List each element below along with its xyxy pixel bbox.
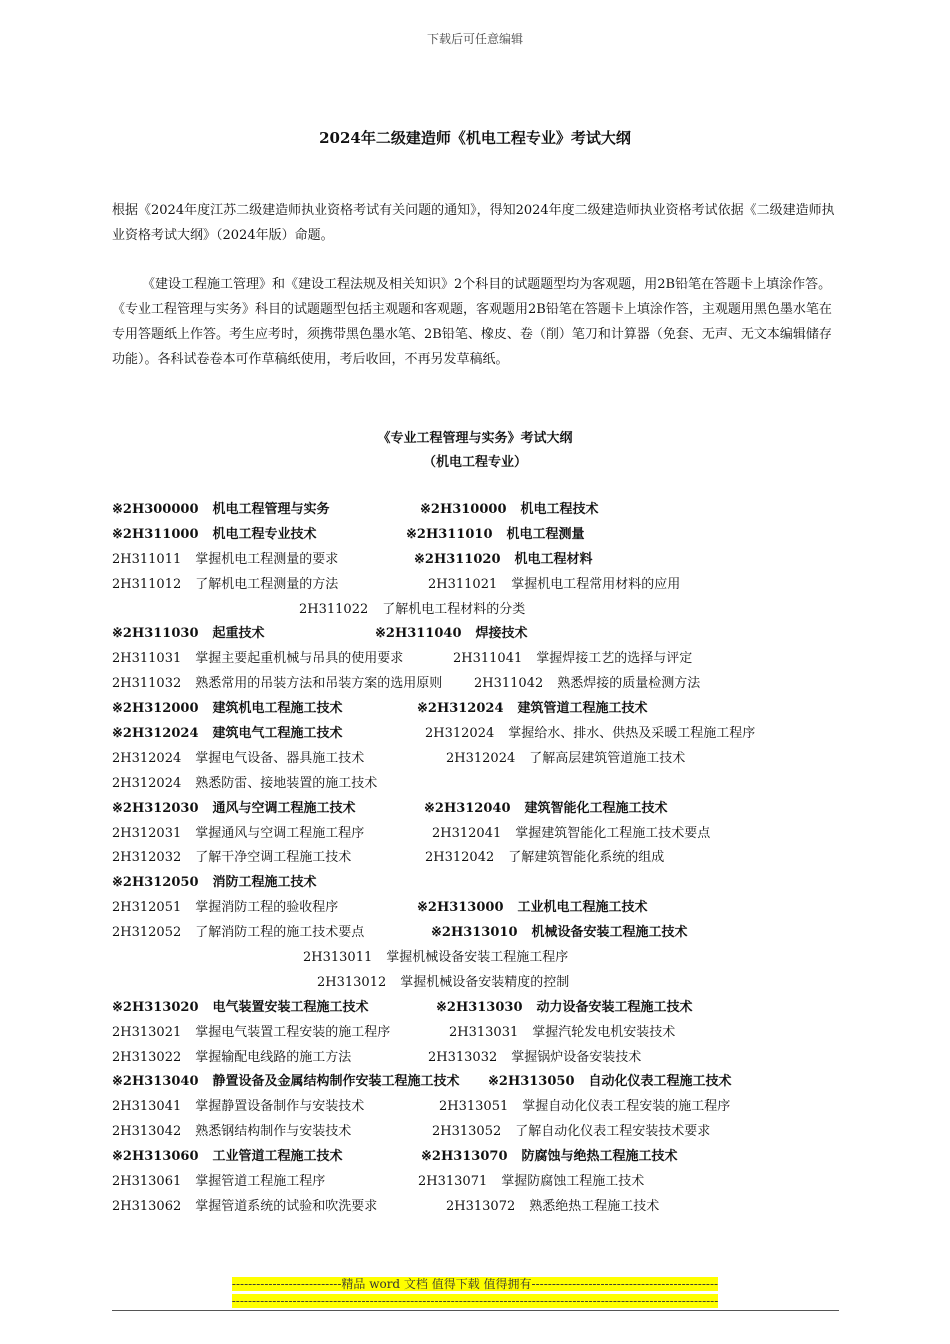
- outline-entry-code: 2H311031: [112, 651, 182, 667]
- outline-entry: [112, 1046, 351, 1071]
- outline-entry: [112, 622, 265, 647]
- outline-row: [112, 498, 852, 523]
- outline-row: [112, 822, 852, 847]
- outline-entry-code: 2H312042: [425, 850, 495, 866]
- outline-entry-text: 了解干净空调工程施工技术: [195, 850, 352, 866]
- outline-entry-text: 机电工程技术: [520, 502, 599, 517]
- outline-entry: [112, 846, 351, 871]
- outline-entry-code: ※2H313040: [112, 1074, 199, 1090]
- outline-row: [112, 647, 852, 672]
- outline-entry-code: 2H312031: [112, 825, 182, 841]
- outline-entry-text: 机电工程材料: [514, 551, 593, 567]
- outline-entry-code: 2H313051: [439, 1099, 509, 1115]
- outline-entry: [303, 946, 568, 971]
- outline-entry-code: ※2H312000: [112, 701, 199, 717]
- outline-entry-text: 掌握给水、排水、供热及采暖工程施工程序: [508, 726, 756, 742]
- outline-entry: [112, 1145, 343, 1170]
- outline-entry-code: 2H312032: [112, 850, 182, 866]
- outline-entry-text: 消防工程施工技术: [212, 875, 317, 891]
- intro-paragraph: 根据《2024年度江苏二级建造师执业资格考试有关问题的通知》，得知2024年度二级建造师执业资格考试依据《二级建造师执业资格考试大纲》（2024年版）命题。: [112, 203, 835, 243]
- outline-entry-code: ※2H313010: [431, 925, 518, 941]
- outline-entry-code: ※2H311040: [375, 626, 462, 642]
- outline-entry-text: 掌握机械设备安装精度的控制: [400, 974, 570, 990]
- outline-entry: [112, 672, 442, 697]
- outline-entry-text: 掌握主要起重机械与吊具的使用要求: [195, 651, 404, 667]
- exam-rules-paragraph: 《建设工程施工管理》和《建设工程法规及相关知识》2个科目的试题题型均为客观题，用2B铅笔在答题卡上填涂作答。《专业工程管理与实务》科目的试题题型包括主观题和客观题，客观题用2B铅笔在答题卡上填涂作答，主观题用黑色墨水笔在专用答题纸上作答。考生应考时，须携带黑色墨水笔、2B铅笔、橡皮、卷（削）笔刀和计算器（免套、无声、无文本编辑储存功能）。各科试卷卷本可作草稿纸使用，考后收回，不再另发草稿纸。: [112, 277, 832, 367]
- outline-row: [112, 1145, 852, 1170]
- outline-entry-text: 掌握输配电线路的施工方法: [195, 1049, 352, 1065]
- outline-entry-text: 掌握电气设备、器具施工技术: [195, 750, 365, 766]
- outline-entry-code: ※2H312024: [417, 701, 504, 717]
- outline-entry-text: 建筑管道工程施工技术: [517, 701, 648, 717]
- outline-entry-code: ※2H300000: [112, 502, 199, 517]
- outline-entry-text: 建筑机电工程施工技术: [212, 701, 343, 717]
- outline-entry-code: 2H312024: [425, 726, 495, 742]
- outline-entry-text: 机电工程管理与实务: [212, 502, 330, 517]
- outline-entry-text: 建筑电气工程施工技术: [212, 726, 343, 742]
- outline-entry: [432, 822, 710, 847]
- outline-row: [112, 722, 852, 747]
- outline-entry-text: 掌握机械设备安装工程施工程序: [386, 950, 569, 966]
- outline-row: [112, 1170, 852, 1195]
- outline-entry: [431, 921, 688, 946]
- footer-banner: [0, 1276, 950, 1292]
- outline-entry: [418, 1170, 644, 1195]
- outline-entry-text: 掌握焊接工艺的选择与评定: [536, 651, 693, 667]
- outline-entry-text: 掌握消防工程的验收程序: [195, 900, 339, 916]
- outline-entry-code: 2H313032: [428, 1049, 498, 1065]
- outline-row: [112, 523, 852, 548]
- outline-list: [112, 498, 852, 1220]
- document-title: 2024年二级建造师《机电工程专业》考试大纲: [319, 129, 631, 147]
- outline-entry-code: ※2H312040: [424, 800, 511, 816]
- outline-entry: [317, 971, 569, 996]
- outline-row: [112, 1046, 852, 1071]
- footer-banner-dashes: [0, 1293, 950, 1309]
- outline-entry-code: ※2H310000: [420, 502, 507, 517]
- outline-entry-text: 动力设备安装工程施工技术: [536, 999, 693, 1015]
- outline-entry-code: 2H311012: [112, 576, 182, 592]
- outline-entry-text: 掌握防腐蚀工程施工技术: [501, 1174, 645, 1190]
- outline-entry-code: ※2H311030: [112, 626, 199, 642]
- outline-entry-code: 2H311042: [474, 676, 544, 692]
- outline-row: [112, 573, 852, 598]
- outline-title: 《专业工程管理与实务》考试大纲: [377, 431, 573, 446]
- outline-entry-code: ※2H312024: [112, 726, 199, 742]
- outline-entry-text: 防腐蚀与绝热工程施工技术: [521, 1149, 678, 1165]
- outline-row: [112, 946, 852, 971]
- outline-entry: [421, 1145, 678, 1170]
- outline-entry: [112, 896, 338, 921]
- outline-entry-text: 自动化仪表工程施工技术: [588, 1074, 732, 1090]
- outline-row: [112, 548, 852, 573]
- outline-entry-text: 掌握建筑智能化工程施工技术要点: [515, 825, 711, 841]
- outline-entry-code: 2H313012: [317, 974, 387, 990]
- outline-entry-code: ※2H313000: [417, 900, 504, 916]
- outline-entry: [112, 1095, 364, 1120]
- outline-entry: [112, 1021, 390, 1046]
- outline-entry-text: 掌握管道工程施工程序: [195, 1174, 326, 1190]
- outline-entry-text: 了解机电工程测量的方法: [195, 576, 339, 592]
- outline-row: [112, 846, 852, 871]
- outline-row: [112, 996, 852, 1021]
- outline-entry: [112, 697, 343, 722]
- outline-entry-code: 2H313031: [449, 1024, 519, 1040]
- outline-entry: [112, 822, 364, 847]
- outline-entry-code: 2H313071: [418, 1174, 488, 1190]
- outline-entry: [375, 622, 528, 647]
- outline-entry: [417, 896, 648, 921]
- outline-row: [112, 797, 852, 822]
- outline-entry-code: ※2H312030: [112, 800, 199, 816]
- outline-entry-text: 掌握通风与空调工程施工程序: [195, 825, 365, 841]
- outline-entry-text: 掌握机电工程测量的要求: [195, 551, 339, 567]
- outline-entry-code: 2H313072: [446, 1198, 516, 1214]
- outline-entry-text: 了解建筑智能化系统的组成: [508, 850, 665, 866]
- outline-entry: [453, 647, 692, 672]
- outline-row: [112, 971, 852, 996]
- outline-entry: [112, 647, 403, 672]
- outline-entry-text: 掌握管道系统的试验和吹洗要求: [195, 1198, 378, 1214]
- outline-entry-code: 2H313021: [112, 1024, 182, 1040]
- outline-entry-text: 熟悉常用的吊装方法和吊装方案的选用原则: [195, 676, 443, 692]
- outline-entry-text: 工业管道工程施工技术: [212, 1149, 343, 1165]
- outline-entry: [112, 1195, 377, 1220]
- outline-entry-text: 掌握静置设备制作与安装技术: [195, 1099, 365, 1115]
- outline-entry-text: 通风与空调工程施工技术: [212, 800, 356, 816]
- outline-row: [112, 622, 852, 647]
- outline-entry: [112, 523, 317, 548]
- outline-entry-code: ※2H313020: [112, 999, 199, 1015]
- outline-entry-text: 了解自动化仪表工程安装技术要求: [515, 1124, 711, 1140]
- outline-entry-text: 了解消防工程的施工技术要点: [195, 925, 365, 941]
- outline-entry: [449, 1021, 675, 1046]
- footer-divider: [112, 1310, 839, 1311]
- outline-entry: [439, 1095, 730, 1120]
- outline-entry-code: 2H312024: [112, 750, 182, 766]
- outline-entry-text: 掌握汽轮发电机安装技术: [532, 1024, 676, 1040]
- outline-row: [112, 598, 852, 623]
- outline-entry: [112, 921, 364, 946]
- outline-entry: [420, 498, 599, 523]
- outline-entry-text: 熟悉钢结构制作与安装技术: [195, 1124, 352, 1140]
- outline-entry: [488, 1070, 732, 1095]
- outline-entry-code: ※2H313030: [436, 999, 523, 1015]
- outline-entry: [425, 722, 755, 747]
- outline-row: [112, 871, 852, 896]
- outline-entry: [112, 722, 343, 747]
- outline-entry: [446, 747, 685, 772]
- outline-entry-code: 2H311021: [428, 576, 498, 592]
- outline-entry: [474, 672, 700, 697]
- outline-entry-code: 2H313041: [112, 1099, 182, 1115]
- outline-entry-text: 机电工程测量: [506, 526, 585, 542]
- outline-entry: [417, 697, 648, 722]
- outline-entry: [446, 1195, 659, 1220]
- outline-entry-text: 焊接技术: [475, 626, 528, 642]
- outline-entry-text: 机械设备安装工程施工技术: [531, 925, 688, 941]
- outline-entry-text: 静置设备及金属结构制作安装工程施工技术: [212, 1074, 460, 1090]
- outline-entry: [112, 498, 330, 523]
- outline-entry-code: 2H313061: [112, 1174, 182, 1190]
- outline-entry: [112, 797, 356, 822]
- outline-entry: [112, 1170, 325, 1195]
- outline-entry: [436, 996, 693, 1021]
- outline-entry: [112, 996, 369, 1021]
- outline-subtitle: （机电工程专业）: [422, 455, 527, 470]
- outline-entry-text: 熟悉防雷、接地装置的施工技术: [195, 775, 378, 791]
- outline-row: [112, 1120, 852, 1145]
- outline-entry-code: 2H311011: [112, 551, 182, 567]
- outline-row: [112, 672, 852, 697]
- outline-entry: [406, 523, 585, 548]
- outline-entry-code: 2H312041: [432, 825, 502, 841]
- outline-entry: [112, 747, 364, 772]
- outline-entry: [425, 846, 664, 871]
- outline-entry-code: ※2H311000: [112, 526, 199, 542]
- outline-entry-code: 2H313022: [112, 1049, 182, 1065]
- outline-entry: [112, 1070, 460, 1095]
- outline-row: [112, 1195, 852, 1220]
- outline-entry: [414, 548, 593, 573]
- outline-entry-text: 工业机电工程施工技术: [517, 900, 648, 916]
- outline-entry: [112, 548, 338, 573]
- outline-entry-code: 2H313062: [112, 1198, 182, 1214]
- outline-entry-code: 2H313052: [432, 1124, 502, 1140]
- outline-entry: [112, 772, 377, 797]
- outline-entry-code: 2H312052: [112, 925, 182, 941]
- outline-entry-text: 机电工程专业技术: [212, 526, 317, 542]
- outline-entry-code: 2H312024: [446, 750, 516, 766]
- outline-entry-code: ※2H313070: [421, 1149, 508, 1165]
- outline-row: [112, 1021, 852, 1046]
- outline-entry-code: 2H311022: [299, 601, 369, 617]
- outline-entry-code: 2H313011: [303, 950, 373, 966]
- outline-row: [112, 1095, 852, 1120]
- outline-entry-code: ※2H312050: [112, 875, 199, 891]
- outline-entry-text: 掌握自动化仪表工程安装的施工程序: [522, 1099, 731, 1115]
- outline-entry: [299, 598, 525, 623]
- outline-entry-text: 熟悉焊接的质量检测方法: [557, 676, 701, 692]
- outline-entry: [428, 1046, 641, 1071]
- outline-entry-code: 2H313042: [112, 1124, 182, 1140]
- outline-entry-code: ※2H313060: [112, 1149, 199, 1165]
- outline-entry-code: ※2H311020: [414, 551, 501, 567]
- outline-entry-text: 掌握电气装置工程安装的施工程序: [195, 1024, 391, 1040]
- outline-row: [112, 772, 852, 797]
- outline-entry-text: 起重技术: [212, 626, 265, 642]
- outline-entry: [112, 871, 317, 896]
- outline-entry-text: 了解高层建筑管道施工技术: [529, 750, 686, 766]
- outline-entry-text: 掌握锅炉设备安装技术: [511, 1049, 642, 1065]
- outline-row: [112, 747, 852, 772]
- outline-entry-code: ※2H313050: [488, 1074, 575, 1090]
- outline-entry-text: 了解机电工程材料的分类: [382, 601, 526, 617]
- outline-entry-text: 掌握机电工程常用材料的应用: [511, 576, 681, 592]
- outline-entry-text: 熟悉绝热工程施工技术: [529, 1198, 660, 1214]
- outline-row: [112, 697, 852, 722]
- outline-row: [112, 921, 852, 946]
- footer-banner-text: ---------------------------精品 word 文档 值得下载 值得拥有----------------------------------------------: [231, 1277, 719, 1291]
- outline-entry-text: 建筑智能化工程施工技术: [524, 800, 668, 816]
- footer-banner-dash-text: ------------------------------------------------------------------------------------------------------------------------: [231, 1294, 719, 1308]
- outline-entry-code: 2H312051: [112, 900, 182, 916]
- outline-entry-code: 2H311041: [453, 651, 523, 667]
- outline-row: [112, 896, 852, 921]
- outline-entry: [424, 797, 668, 822]
- page-header-note: 下载后可任意编辑: [426, 32, 523, 46]
- outline-entry-text: 电气装置安装工程施工技术: [212, 999, 369, 1015]
- outline-entry-code: ※2H311010: [406, 526, 493, 542]
- outline-entry: [432, 1120, 710, 1145]
- outline-entry: [428, 573, 680, 598]
- outline-row: [112, 1070, 852, 1095]
- outline-entry-code: 2H311032: [112, 676, 182, 692]
- outline-entry-code: 2H312024: [112, 775, 182, 791]
- outline-entry: [112, 1120, 351, 1145]
- outline-entry: [112, 573, 338, 598]
